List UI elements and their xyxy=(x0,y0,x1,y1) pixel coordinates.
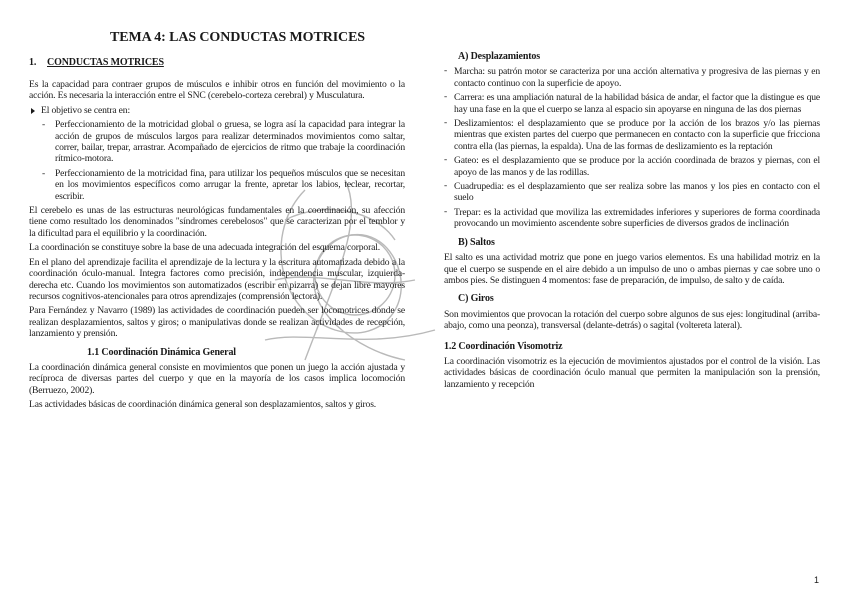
list-item: - Marcha: su patrón motor se caracteriza por una acción alternativa y progresiva de las piernas y en contacto continuo con la superficie de apoyo. xyxy=(444,66,820,89)
section-1-number: 1. xyxy=(29,57,37,68)
giros-paragraph: Son movimientos que provocan la rotación del cuerpo sobre algunos de sus ejes: longitudinal (arriba-abajo, como una peonza), transversal (delante-detrás) o sagital (voltereta lateral). xyxy=(444,308,820,332)
paragraph-cerebelo: El cerebelo es unas de las estructuras neurológicas fundamentales en la coordinación, su afección tiene como resultado los denominados "síndromes cerebelosos" que se caracterizan por el temblor y la dificultad para el equilibrio y la coordinación. xyxy=(29,205,405,239)
list-item: - Trepar: es la actividad que moviliza las extremidades inferiores y superiores de forma coordinada provocando un movimiento ascendente sobre superficies de diversos grados de inclinación xyxy=(444,207,820,230)
paragraph-actividades-basicas: Las actividades básicas de coordinación dinámica general son desplazamientos, saltos y giros. xyxy=(29,399,377,411)
section-b-heading: B) Saltos xyxy=(458,236,495,248)
list-item: - Perfeccionamiento de la motricidad global o gruesa, se logra así la capacidad para integrar la acción de grupos de músculos largos para realizar determinados movimientos como saltar, correr, bailar, trepar, arrastrar. Acompañado de ejercicios de ritmo que trabaje la coordinación rítmico-motora. xyxy=(29,119,405,165)
paragraph-coordinacion-dinamica: La coordinación dinámica general consiste en movimientos que ponen un juego la acción ajustada y recíproca de diversas partes del cuerpo y que en la mayoría de los casos implica locomoción (Berruezo, 2002). xyxy=(29,361,405,396)
saltos-paragraph: El salto es una actividad motriz que pone en juego varios elementos. Es una habilidad motriz en la que el cuerpo se suspende en el aire debido a un impulso de uno o ambas piernas y cae sobre uno o ambos pies. Se distinguen 4 momentos: fase de preparación, de impulso, de salto y de caída. xyxy=(444,252,820,286)
list-item: - Carrera: es una ampliación natural de la habilidad básica de andar, el factor que la distingue es que hay una fase en la que el cuerpo se lanza al espacio sin apoyarse en ninguna de las dos piernas xyxy=(444,92,820,115)
desplazamientos-list xyxy=(444,66,820,229)
page-title: TEMA 4: LAS CONDUCTAS MOTRICES xyxy=(110,30,365,45)
section-1-heading xyxy=(29,57,405,68)
paragraph-fernandez: Para Fernández y Navarro (1989) las actividades de coordinación pueden ser locomotrices donde se realizan desplazamientos, saltos y giros; o manipulativas donde se realizan actividades de recepción, lanzamiento y prensión. xyxy=(29,305,405,340)
section-c-heading: C) Giros xyxy=(458,293,494,305)
page-number: 1 xyxy=(814,575,820,585)
list-item: - Cuadrupedia: es el desplazamiento que ser realiza sobre las manos y los pies en contacto con el suelo xyxy=(444,181,820,204)
list-item: - Gateo: es el desplazamiento que se produce por la acción coordinada de brazos y piernas, con el apoyo de las manos y de las rodillas. xyxy=(444,155,820,178)
section-a-heading: A) Desplazamientos xyxy=(458,51,541,62)
objectives-list xyxy=(29,119,405,202)
section-1-2-heading: 1.2 Coordinación Visomotriz xyxy=(444,340,563,352)
section-1-title: CONDUCTAS MOTRICES xyxy=(47,57,164,68)
section-1-1-heading: 1.1 Coordinación Dinámica General xyxy=(87,346,236,358)
section-1-intro: Es la capacidad para contraer grupos de músculos e inhibir otros en función del movimiento o la acción. Es necesaria la interacción entre el SNC (cerebelo-corteza cerebral) y Musculatura. xyxy=(29,79,405,102)
paragraph-esquema: La coordinación se constituye sobre la base de una adecuada integración del esquema corporal. xyxy=(29,242,380,254)
paragraph-aprendizaje: En el plano del aprendizaje facilita el aprendizaje de la lectura y la escritura automatizada debido a la coordinación óculo-manual. Integra factores como precisión, independencia muscular, izquierda-derecha etc. Cuando los movimientos son automatizados (escribir en pizarra) se dejan libre mayores recursos cognitivos-atencionales para otros aprendizajes (comprensión lectora). xyxy=(29,256,405,302)
list-item: - Perfeccionamiento de la motricidad fina, para utilizar los pequeños músculos que se necesitan en los movimientos específicos como arrugar la frente, apretar los labios, teclear, recortar, escribir. xyxy=(29,168,405,202)
objective-label: El objetivo se centra en: xyxy=(29,105,405,116)
visomotriz-paragraph: La coordinación visomotriz es la ejecución de movimientos ajustados por el control de la visión. Las actividades básicas de coordinación óculo manual que permiten la manipulación son la prensión, lanzamiento y recepción xyxy=(444,355,820,390)
list-item: - Deslizamientos: el desplazamiento que se produce por la acción de los brazos y/o las piernas mientras que existen partes del cuerpo que permanecen en contacto con la superficie que fricciona contra ella (las piernas, la espalda). Una de las formas de deslizamiento es la reptación xyxy=(444,118,820,152)
